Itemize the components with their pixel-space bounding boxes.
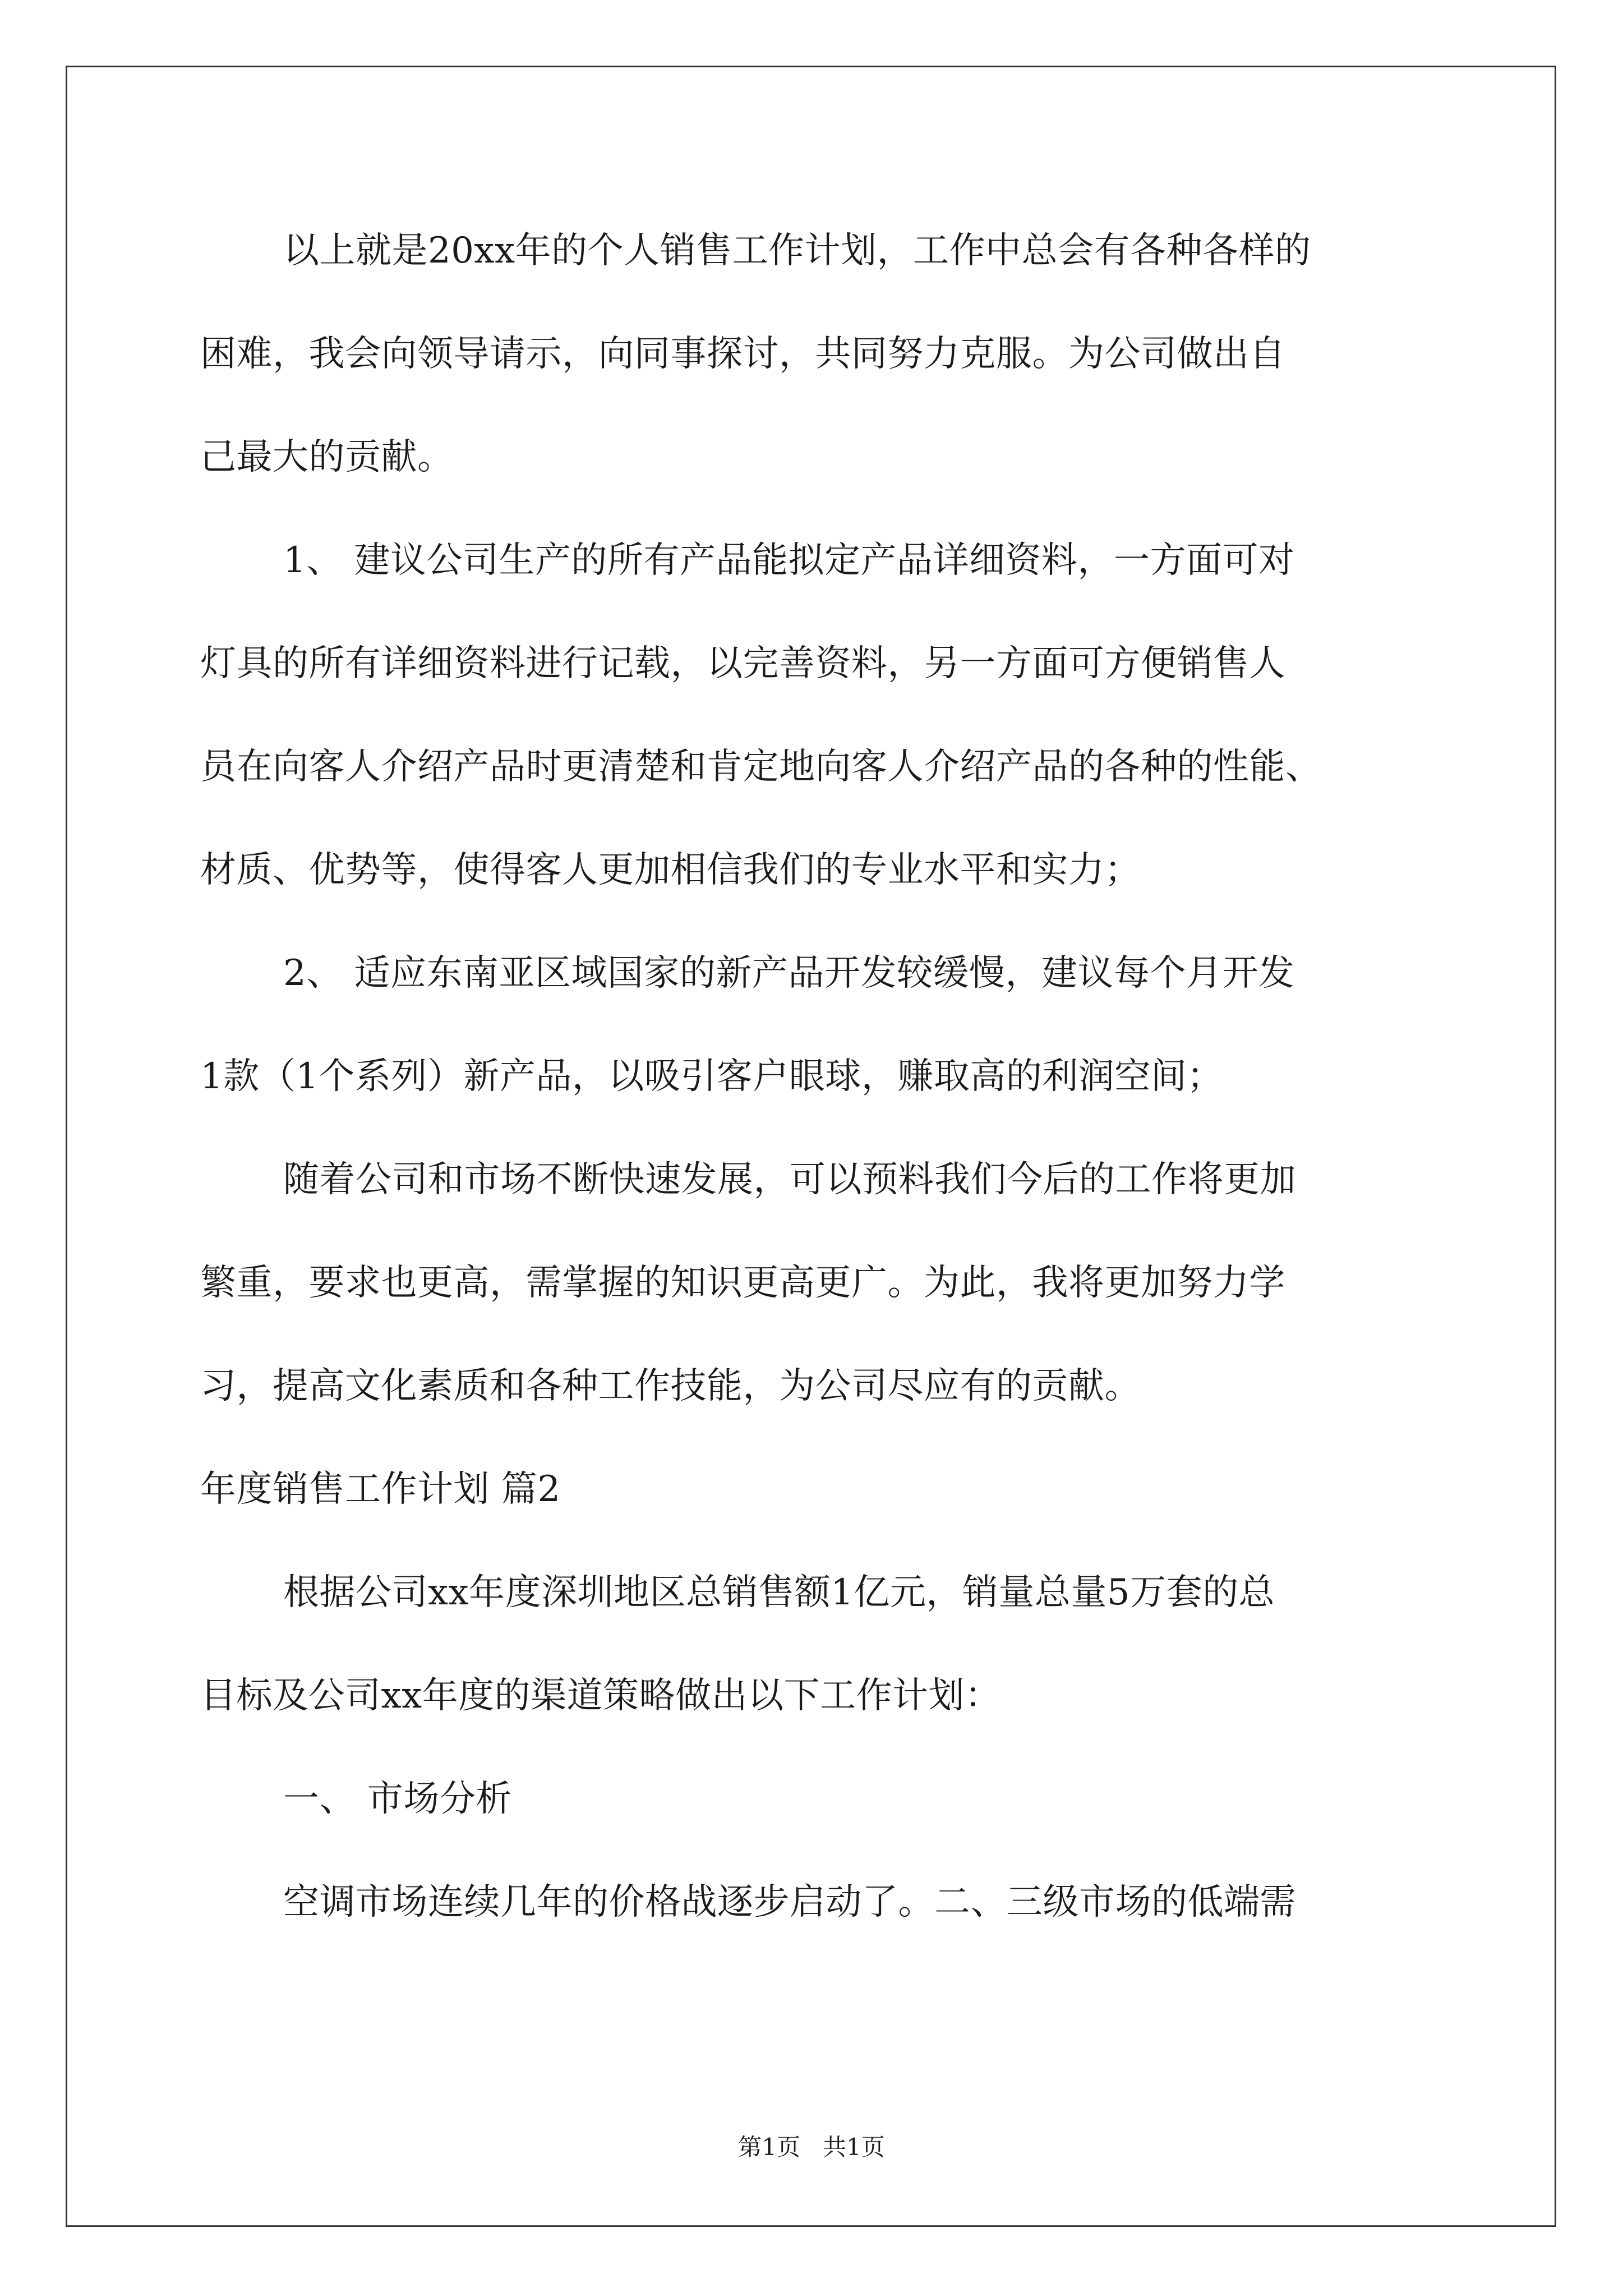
page-number-footer: 第1页 共1页 [738,2133,885,2161]
paragraph-line: 1款（1个系列）新产品，以吸引客户眼球，赚取高的利润空间； [200,1056,1223,1097]
paragraph-line: 困难，我会向领导请示，向同事探讨，共同努力克服。为公司做出自 [200,333,1285,375]
paragraph-line: 2、 适应东南亚区域国家的新产品开发较缓慢，建议每个月开发 [283,953,1295,994]
paragraph-line: 空调市场连续几年的价格战逐步启动了。二、三级市场的低端需 [283,1881,1296,1923]
document-body [200,199,1456,1954]
paragraph-line: 随着公司和市场不断快速发展，可以预料我们今后的工作将更加 [283,1159,1296,1200]
paragraph-line: 己最大的贡献。 [200,436,454,478]
paragraph-line: 员在向客人介绍产品时更清楚和肯定地向客人介绍产品的各种的性能、 [200,746,1322,788]
paragraph-line: 习，提高文化素质和各种工作技能，为公司尽应有的贡献。 [200,1365,1141,1407]
paragraph-line: 灯具的所有详细资料进行记载，以完善资料，另一方面可方便销售人 [200,643,1285,684]
subsection-heading: 一、 市场分析 [283,1778,512,1820]
paragraph-line: 材质、优势等，使得客人更加相信我们的专业水平和实力； [200,849,1141,891]
paragraph-line: 1、 建议公司生产的所有产品能拟定产品详细资料，一方面可对 [283,540,1295,581]
section-heading: 年度销售工作计划 篇2 [200,1469,561,1510]
paragraph-line: 繁重，要求也更高，需掌握的知识更高更广。为此，我将更加努力学 [200,1262,1285,1304]
paragraph-line: 目标及公司xx年度的渠道策略做出以下工作计划： [200,1675,1001,1717]
paragraph-line: 根据公司xx年度深圳地区总销售额1亿元，销量总量5万套的总 [283,1572,1275,1613]
paragraph-line: 以上就是20xx年的个人销售工作计划，工作中总会有各种各样的 [283,230,1311,272]
